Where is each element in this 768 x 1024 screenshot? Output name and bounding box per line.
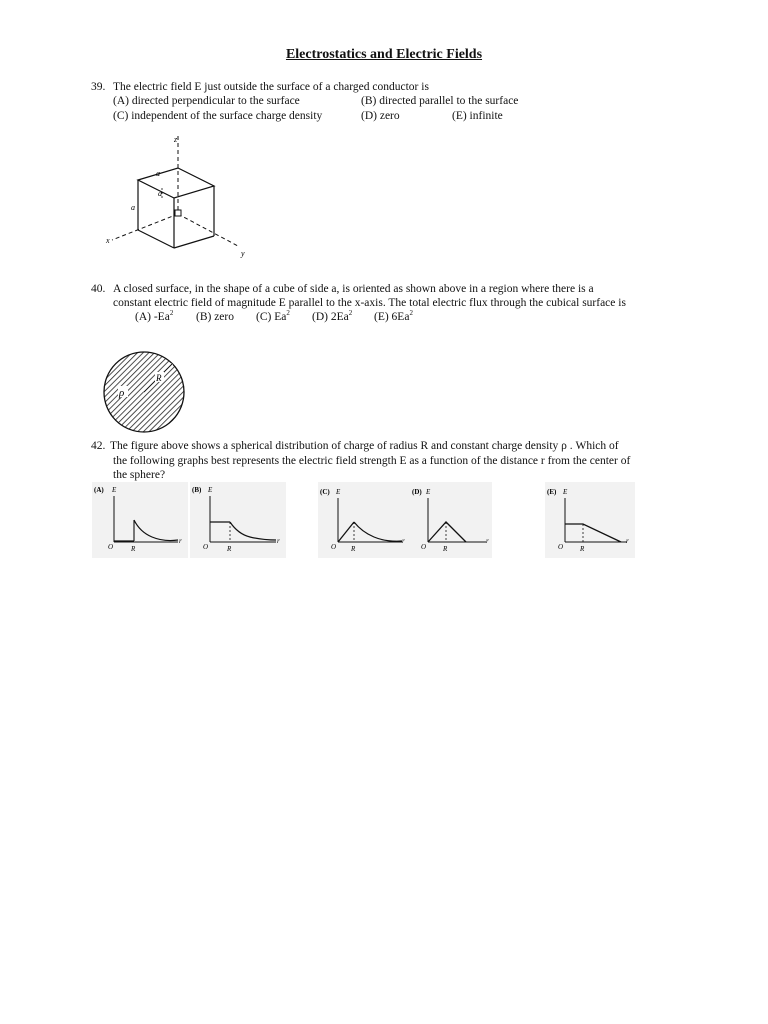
x-axis-label: x [106,236,110,245]
choice-a: (A) directed perpendicular to the surface [113,95,300,107]
graph-y-axis-label: E [208,486,213,494]
choice-d: (D) zero [361,110,400,122]
choice-b: (B) directed parallel to the surface [361,95,519,107]
question-stem-line-1: A closed surface, in the shape of a cube of side a, is oriented as shown above in a region where there is a [113,283,594,295]
graph-r-mark: R [580,545,585,553]
graph-label: (D) [412,488,422,496]
graph-c [318,482,410,558]
graph-r-mark: R [443,545,448,553]
question-line-1: The figure above shows a spherical distribution of charge of radius R and constant charge density ρ . Which of [110,440,619,452]
graph-y-axis-label: E [112,486,117,494]
question-stem-line-2: constant electric field of magnitude E parallel to the x-axis. The total electric flux through the cubical surface is [113,297,626,309]
question-line-3: the sphere? [113,469,166,481]
side-label-top: a [156,169,160,178]
cube-figure [98,130,258,265]
graph-label: (E) [547,488,557,496]
question-stem: The electric field E just outside the surface of a charged conductor is [113,81,429,93]
graph-label: (C) [320,488,330,496]
question-line-2: the following graphs best represents the electric field strength E as a function of the distance r from the center of [113,455,631,467]
question-number: 42. [91,440,106,452]
question-number: 39. [91,81,106,93]
graph-origin-label: O [331,543,337,551]
radius-label: R [156,373,162,383]
graph-b [190,482,286,558]
side-label-middle: a [158,189,162,198]
graph-label: (B) [192,486,202,494]
choice-e: (E) infinite [452,110,503,122]
graph-x-axis-label: r [626,537,629,545]
graph-x-axis-label: r [402,537,405,545]
choice-e: (E) 6Ea$^2$ [374,309,413,323]
side-label-left: a [131,203,135,212]
graph-d [410,482,492,558]
z-axis-label: z [174,135,178,144]
graph-r-mark: R [227,545,232,553]
graph-origin-label: O [108,543,114,551]
graph-origin-label: O [421,543,427,551]
graph-y-axis-label: E [336,488,341,496]
choice-a: (A) -Ea$^2$ [135,309,174,323]
choice-c: (C) independent of the surface charge density [113,110,323,122]
graph-x-axis-label: r [277,537,280,545]
graph-x-axis-label: r [486,537,489,545]
choice-b: (B) zero [196,311,234,323]
graph-r-mark: R [351,545,356,553]
rho-label: ρ [119,387,125,399]
graph-r-mark: R [131,545,136,553]
y-axis-label: y [241,249,245,258]
choice-d: (D) 2Ea$^2$ [312,309,353,323]
graph-origin-label: O [203,543,209,551]
graph-label: (A) [94,486,104,494]
graph-y-axis-label: E [426,488,431,496]
question-number: 40. [91,283,106,295]
choice-c: (C) Ea$^2$ [256,309,290,323]
charged-sphere-figure [100,350,190,434]
page-title: Electrostatics and Electric Fields [285,47,483,62]
graph-y-axis-label: E [563,488,568,496]
graph-origin-label: O [558,543,564,551]
graph-x-axis-label: r [179,537,182,545]
graph-e [545,482,635,558]
graph-a [92,482,188,558]
